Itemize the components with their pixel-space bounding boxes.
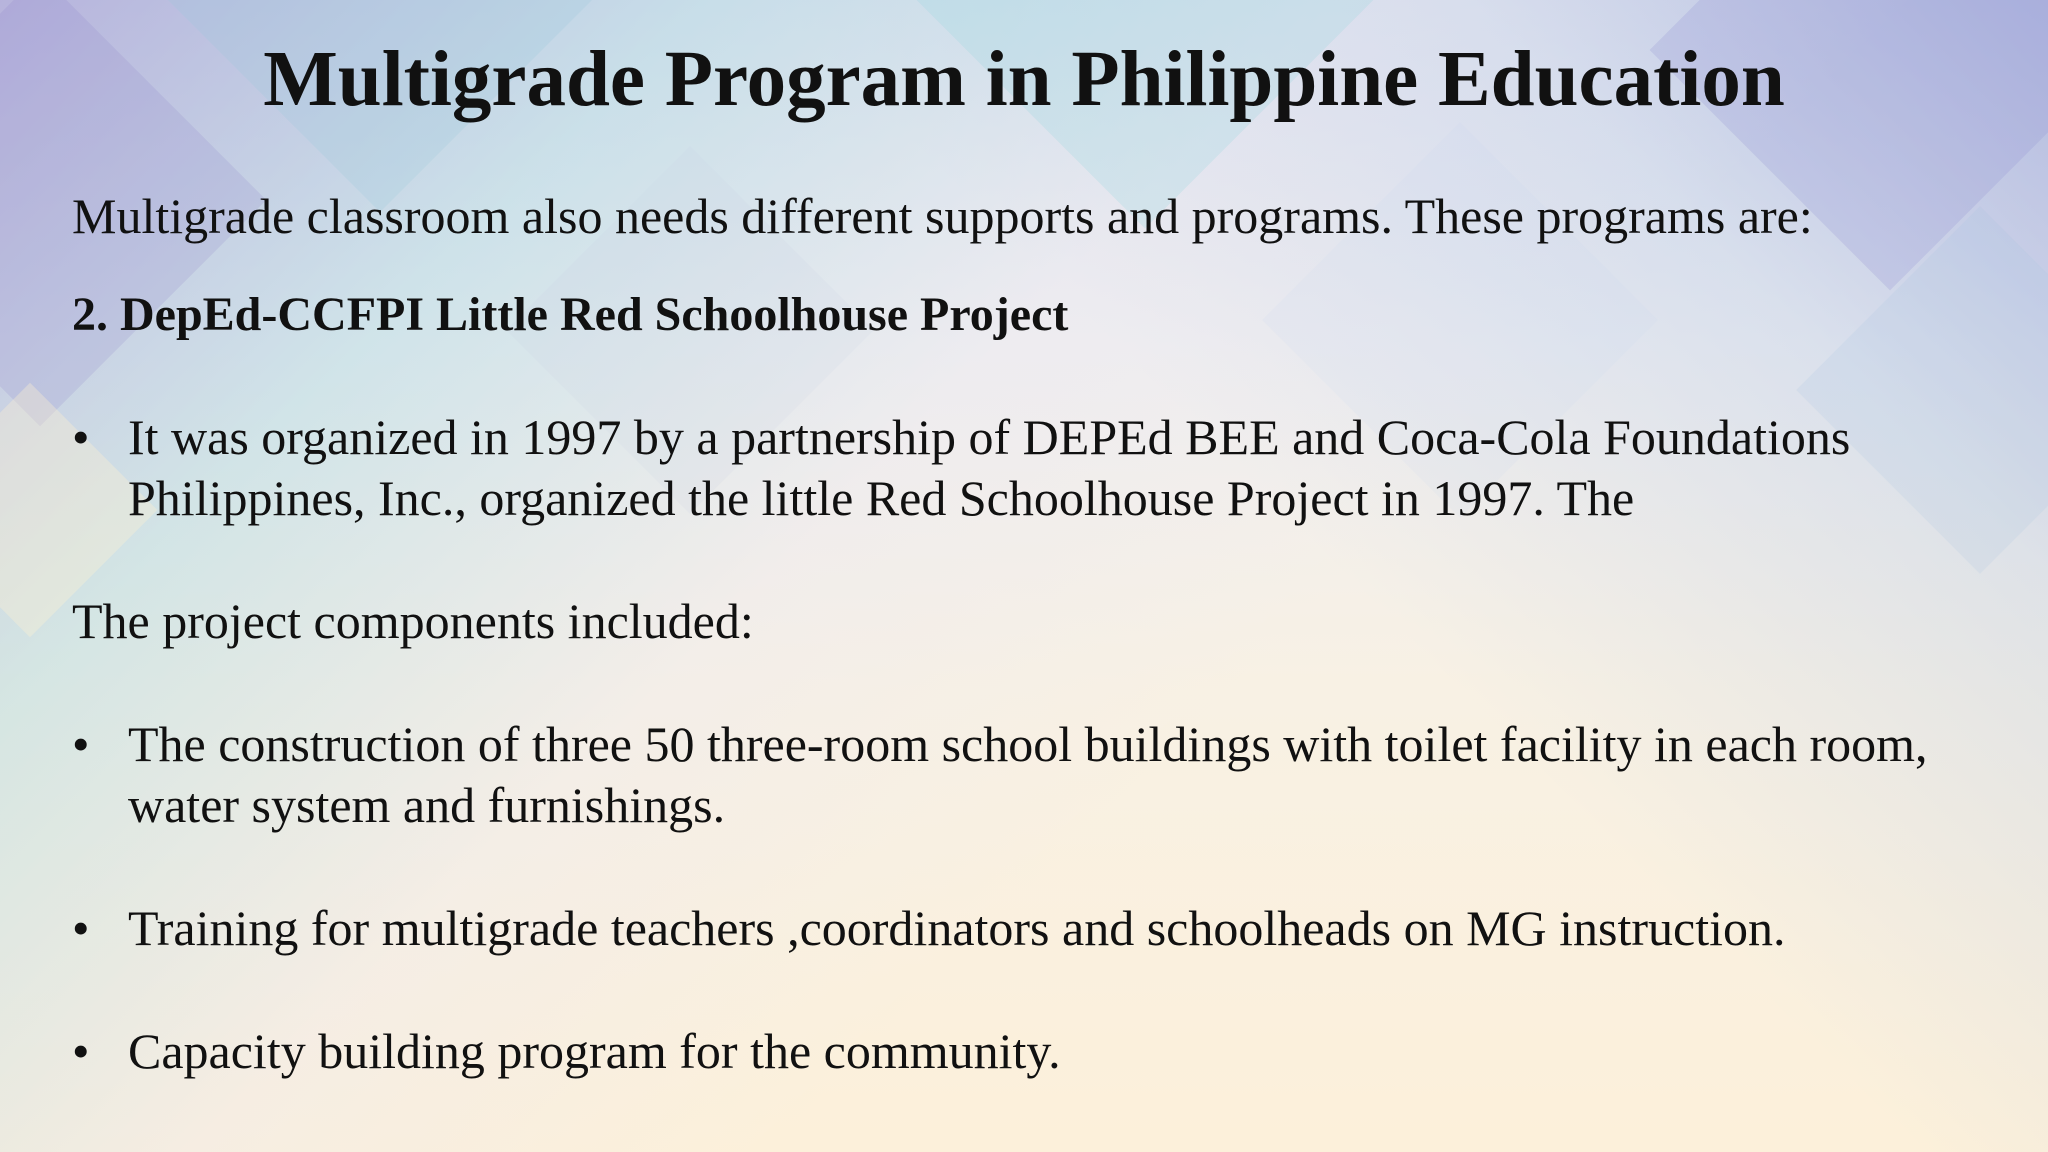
slide-title: Multigrade Program in Philippine Education — [263, 36, 1785, 123]
intro-text: Multigrade classroom also needs different supports and programs. These programs are: — [72, 188, 1813, 244]
bullet-line: water system and furnishings. — [128, 777, 726, 833]
bullet-text — [128, 1021, 2028, 1082]
bullet-line: Capacity building program for the community. — [128, 1023, 1061, 1079]
bullet-item-construction — [72, 714, 2002, 836]
bullet-text — [128, 407, 2028, 529]
bullet-line: It was organized in 1997 by a partnership of DEPEd BEE and Coca-Cola Foundations — [128, 409, 1851, 465]
bullet-item-capacity-building — [72, 1021, 2002, 1082]
bullet-line: Training for multigrade teachers ,coordinators and schoolheads on MG instruction. — [128, 900, 1786, 956]
bullet-line: The construction of three 50 three-room school buildings with toilet facility in each room, — [128, 716, 1928, 772]
bullet-item-training — [72, 898, 2002, 959]
bullet-icon: • — [72, 716, 90, 772]
bullet-line: Philippines, Inc., organized the little Red Schoolhouse Project in 1997. The — [128, 470, 1635, 526]
bullet-text — [128, 714, 2028, 836]
section-subheading: 2. DepEd-CCFPI Little Red Schoolhouse Project — [72, 288, 1069, 341]
bullet-text — [128, 898, 2028, 959]
bullet-icon: • — [72, 900, 90, 956]
bullet-icon: • — [72, 1023, 90, 1079]
bullet-item-organization — [72, 407, 2002, 529]
components-label: The project components included: — [72, 593, 754, 649]
bullet-icon: • — [72, 409, 90, 465]
